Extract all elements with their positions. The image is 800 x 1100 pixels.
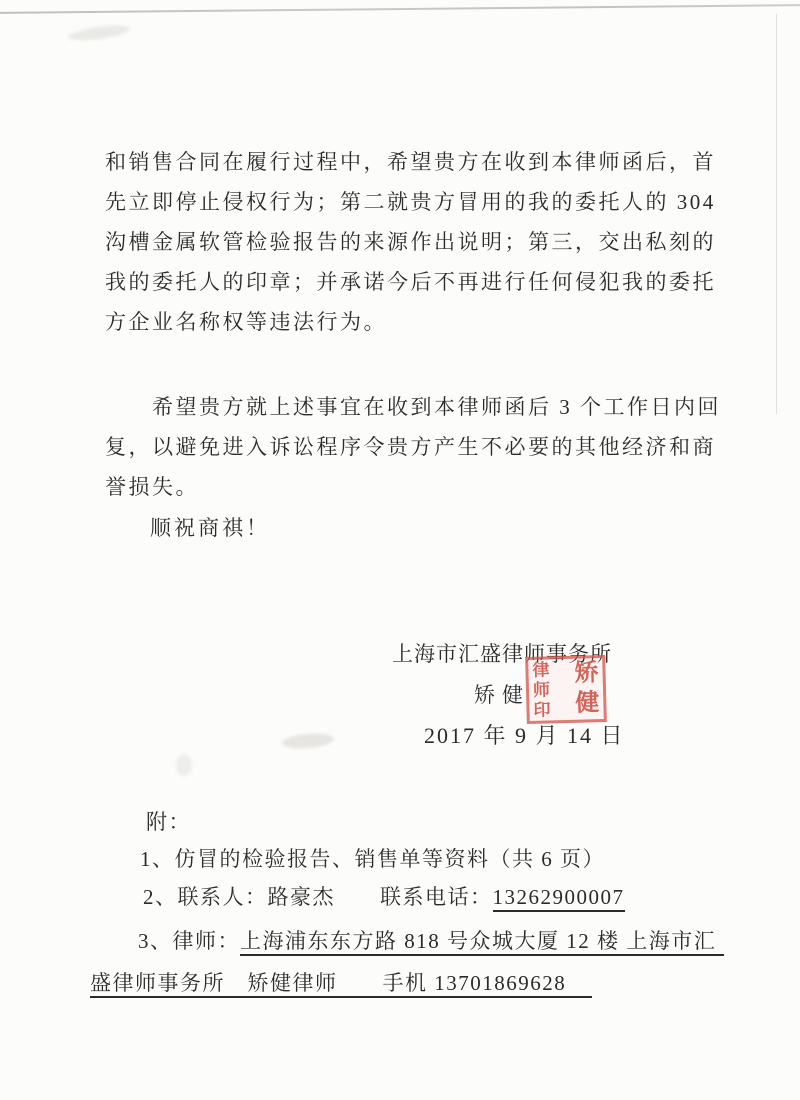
pencil-smudge [281, 732, 334, 750]
seal-char: 师 [532, 680, 551, 700]
contact-label: 2、联系人：路豪杰 联系电话： [143, 885, 493, 909]
lawyer-seal-stamp [525, 655, 607, 724]
pencil-smudge [176, 754, 192, 776]
lawyer-address-underlined: 上海浦东东方路 818 号众城大厦 12 楼 上海市汇 [240, 929, 724, 956]
scan-artifact-top-line [0, 4, 800, 14]
text-line: 我的委托人的印章；并承诺今后不再进行任何侵犯我的委托 [105, 270, 716, 294]
text-line: 方企业名称权等违法行为。 [105, 310, 387, 334]
text-line: 沟槽金属软管检验报告的来源作出说明；第三，交出私刻的 [105, 230, 716, 254]
signature-date: 2017 年 9 月 14 日 [424, 723, 625, 748]
contact-phone-number: 13262900007 [493, 885, 625, 912]
attachment-item-3 [138, 925, 724, 955]
attachment-item-3-continued [90, 967, 592, 997]
closing-salutation: 顺祝商祺！ [150, 516, 270, 540]
seal-char: 律 [532, 660, 550, 680]
text-line: 复，以避免进入诉讼程序令贵方产生不必要的其他经济和商 [105, 435, 716, 459]
seal-right-column [574, 659, 600, 719]
text-line: 和销售合同在履行过程中，希望贵方在收到本律师函后，首 [105, 150, 716, 174]
seal-char: 印 [533, 700, 551, 720]
signature-firm-name: 上海市汇盛律师事务所 [392, 642, 612, 666]
paragraph-1 [105, 142, 753, 342]
attachment-item-1: 1、仿冒的检验报告、销售单等资料（共 6 页） [140, 847, 605, 871]
lawyer-contact-underlined: 盛律师事务所 矫健律师 手机 13701869628 [90, 971, 592, 998]
seal-left-column [532, 660, 551, 719]
seal-char: 矫 [574, 660, 599, 687]
text-line: 先立即停止侵权行为；第二就贵方冒用的我的委托人的 304 [105, 190, 716, 214]
paper-edge-line [776, 14, 777, 414]
text-line: 希望贵方就上述事宜在收到本律师函后 3 个工作日内回 [152, 395, 721, 419]
text-line: 誉损失。 [105, 475, 199, 499]
attachment-item-2 [143, 881, 625, 911]
signature-lawyer-name: 矫健 [474, 683, 530, 707]
pencil-smudge [67, 23, 130, 44]
lawyer-label: 3、律师： [138, 929, 240, 953]
paragraph-2 [105, 387, 753, 507]
seal-char: 健 [575, 690, 600, 717]
attachments-label: 附： [146, 810, 191, 834]
